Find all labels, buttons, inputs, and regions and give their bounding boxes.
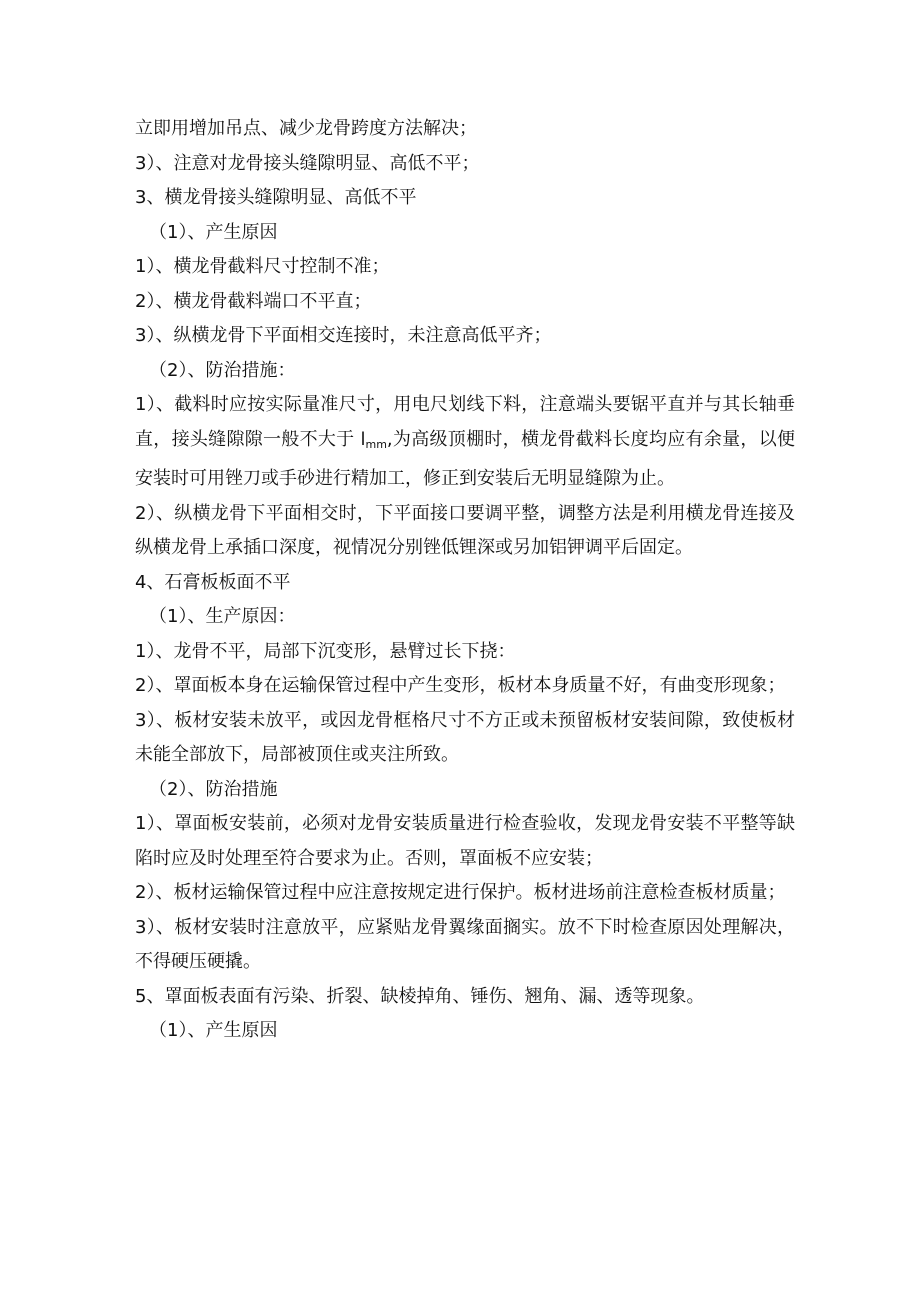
paragraph-text: ,为高级顶棚时，横龙骨截料长度均应有余量，以便安装时可用锉刀或手砂进行精加工，修正到安装后无明显缝隙为止。: [135, 428, 795, 489]
list-item: 2）、横龙骨截料端口不平直；: [135, 290, 372, 312]
list-item: 3）、注意对龙骨接头缝隙明显、高低不平；: [135, 152, 480, 174]
list-item: 3）、板材安装时注意放平，应紧贴龙骨翼缘面搁实。放不下时检查原因处理解决，不得硬压硬撬。: [135, 916, 795, 972]
list-item: 3）、板材安装未放平，或因龙骨框格尺寸不方正或未预留板材安装间隙，致使板材未能全部放下，局部被顶住或夹注所致。: [135, 709, 795, 765]
list-item: 2）、罩面板本身在运输保管过程中产生变形，板材本身质量不好，有曲变形现象；: [135, 675, 786, 696]
text-line: 立即用增加吊点、减少龙骨跨度方法解决；: [135, 118, 477, 139]
section-heading: 4、石膏板板面不平: [135, 571, 291, 593]
document-body: [135, 112, 795, 1049]
paragraph-text: 1）、截料时应按实际量准尺寸，用电尺划线下料，注意端头要锯平直并与其长轴垂直，接头缝隙隙一般不大于: [135, 394, 795, 450]
section-heading: 5、罩面板表面有污染、折裂、缺棱掉角、锤伤、翘角、漏、透等现象。: [135, 985, 705, 1007]
unit-mark: l: [360, 428, 366, 450]
subsection-heading: （1）、产生原因: [149, 221, 278, 243]
subsection-heading: （1）、产生原因: [149, 1020, 278, 1041]
section-heading: 3、横龙骨接头缝隙明显、高低不平: [135, 187, 417, 208]
list-item: 2）、板材运输保管过程中应注意按规定进行保护。板材进场前注意检查板材质量；: [135, 882, 786, 903]
list-item: [135, 388, 795, 497]
list-item: 1）、横龙骨截料尺寸控制不准；: [135, 256, 390, 277]
list-item: 3）、纵横龙骨下平面相交连接时，未注意高低平齐；: [135, 325, 552, 346]
list-item: 1）、龙骨不平，局部下沉变形，悬臂过长下挠：: [135, 640, 516, 662]
subsection-heading: （1）、生产原因：: [149, 606, 296, 627]
unit-subscript: mm: [365, 437, 387, 451]
list-item: 1）、罩面板安装前，必须对龙骨安装质量进行检查验收，发现龙骨安装不平整等缺陷时应及时处理至符合要求为止。否则，罩面板不应安装；: [135, 813, 795, 869]
list-item: 2）、纵横龙骨下平面相交时，下平面接口要调平整，调整方法是利用横龙骨连接及纵横龙骨上承插口深度，视情况分别锉低锂深或另加铝钾调平后固定。: [135, 502, 795, 558]
subsection-heading: （2）、防治措施: [149, 778, 278, 800]
subsection-heading: （2）、防治措施：: [149, 359, 296, 381]
